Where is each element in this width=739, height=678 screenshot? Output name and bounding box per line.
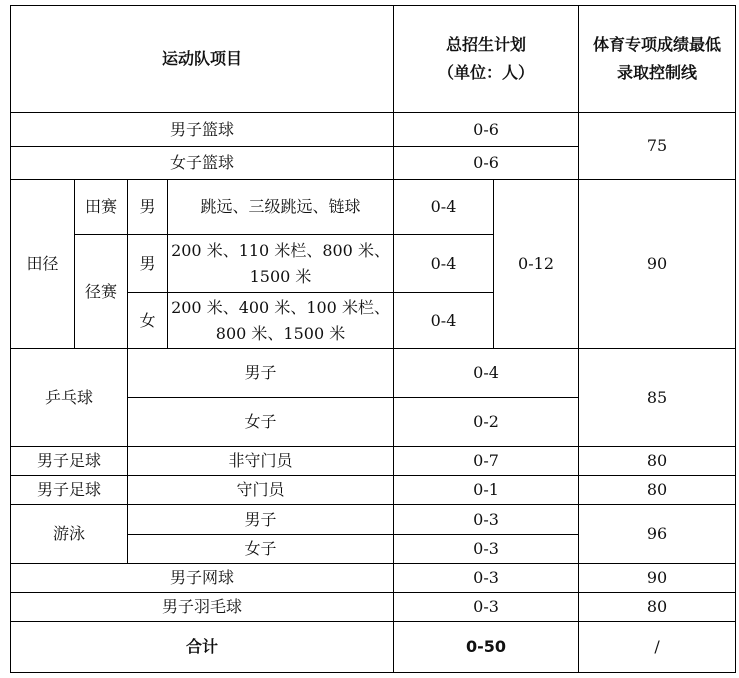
pingpong-men-label: 男子 xyxy=(128,349,394,398)
tennis-score: 90 xyxy=(579,564,736,593)
table-row xyxy=(11,505,736,535)
badminton-name: 男子羽毛球 xyxy=(11,593,394,622)
swimming-women-label: 女子 xyxy=(128,535,394,564)
table-row xyxy=(11,113,736,147)
pingpong-score: 85 xyxy=(579,349,736,447)
header-row xyxy=(11,6,736,113)
athletics-row3-events xyxy=(168,293,394,349)
athletics-name: 田径 xyxy=(11,180,75,349)
badminton-plan: 0-3 xyxy=(394,593,579,622)
table-row xyxy=(11,593,736,622)
football-gk-plan: 0-1 xyxy=(394,476,579,505)
athletics-row2-events-line2: 1500 米 xyxy=(249,266,312,286)
pingpong-women-label: 女子 xyxy=(128,398,394,447)
football-field-name: 男子足球 xyxy=(11,447,128,476)
football-field-score: 80 xyxy=(579,447,736,476)
swimming-women-plan: 0-3 xyxy=(394,535,579,564)
swimming-name: 游泳 xyxy=(11,505,128,564)
total-label: 合计 xyxy=(11,622,394,673)
football-gk-role: 守门员 xyxy=(128,476,394,505)
football-field-plan: 0-7 xyxy=(394,447,579,476)
athletics-row2-events xyxy=(168,235,394,293)
header-score-line2: 录取控制线 xyxy=(617,63,698,82)
women-basketball-plan: 0-6 xyxy=(394,147,579,180)
admission-plan-table xyxy=(10,5,736,673)
header-project: 运动队项目 xyxy=(11,6,394,113)
athletics-field-label: 田赛 xyxy=(75,180,128,235)
athletics-row2-gender: 男 xyxy=(128,235,168,293)
header-plan xyxy=(394,6,579,113)
tennis-plan: 0-3 xyxy=(394,564,579,593)
athletics-score: 90 xyxy=(579,180,736,349)
pingpong-women-plan: 0-2 xyxy=(394,398,579,447)
men-basketball-name: 男子篮球 xyxy=(11,113,394,147)
total-score: / xyxy=(579,622,736,673)
men-basketball-plan: 0-6 xyxy=(394,113,579,147)
swimming-men-plan: 0-3 xyxy=(394,505,579,535)
badminton-score: 80 xyxy=(579,593,736,622)
athletics-total-plan: 0-12 xyxy=(494,180,579,349)
header-score xyxy=(579,6,736,113)
women-basketball-name: 女子篮球 xyxy=(11,147,394,180)
athletics-track-label: 径赛 xyxy=(75,235,128,349)
header-plan-line2: （单位：人） xyxy=(438,63,535,82)
athletics-row1-plan: 0-4 xyxy=(394,180,494,235)
swimming-score: 96 xyxy=(579,505,736,564)
pingpong-men-plan: 0-4 xyxy=(394,349,579,398)
pingpong-name: 乒乓球 xyxy=(11,349,128,447)
total-plan: 0-50 xyxy=(394,622,579,673)
football-field-role: 非守门员 xyxy=(128,447,394,476)
athletics-row1-events: 跳远、三级跳远、链球 xyxy=(168,180,394,235)
football-gk-name: 男子足球 xyxy=(11,476,128,505)
total-row xyxy=(11,622,736,673)
table-row xyxy=(11,564,736,593)
header-plan-line1: 总招生计划 xyxy=(446,35,527,54)
athletics-row3-events-line1: 200 米、400 米、100 米栏、 xyxy=(171,297,390,317)
athletics-row1-gender: 男 xyxy=(128,180,168,235)
athletics-row3-plan: 0-4 xyxy=(394,293,494,349)
table-row xyxy=(11,349,736,398)
football-gk-score: 80 xyxy=(579,476,736,505)
swimming-men-label: 男子 xyxy=(128,505,394,535)
basketball-score: 75 xyxy=(579,113,736,180)
athletics-row2-plan: 0-4 xyxy=(394,235,494,293)
tennis-name: 男子网球 xyxy=(11,564,394,593)
athletics-row2-events-line1: 200 米、110 米栏、800 米、 xyxy=(171,240,390,260)
table-row xyxy=(11,180,736,235)
athletics-row3-gender: 女 xyxy=(128,293,168,349)
athletics-row3-events-line2: 800 米、1500 米 xyxy=(215,323,346,343)
table-row xyxy=(11,447,736,476)
header-score-line1: 体育专项成绩最低 xyxy=(593,35,722,54)
table-row xyxy=(11,476,736,505)
